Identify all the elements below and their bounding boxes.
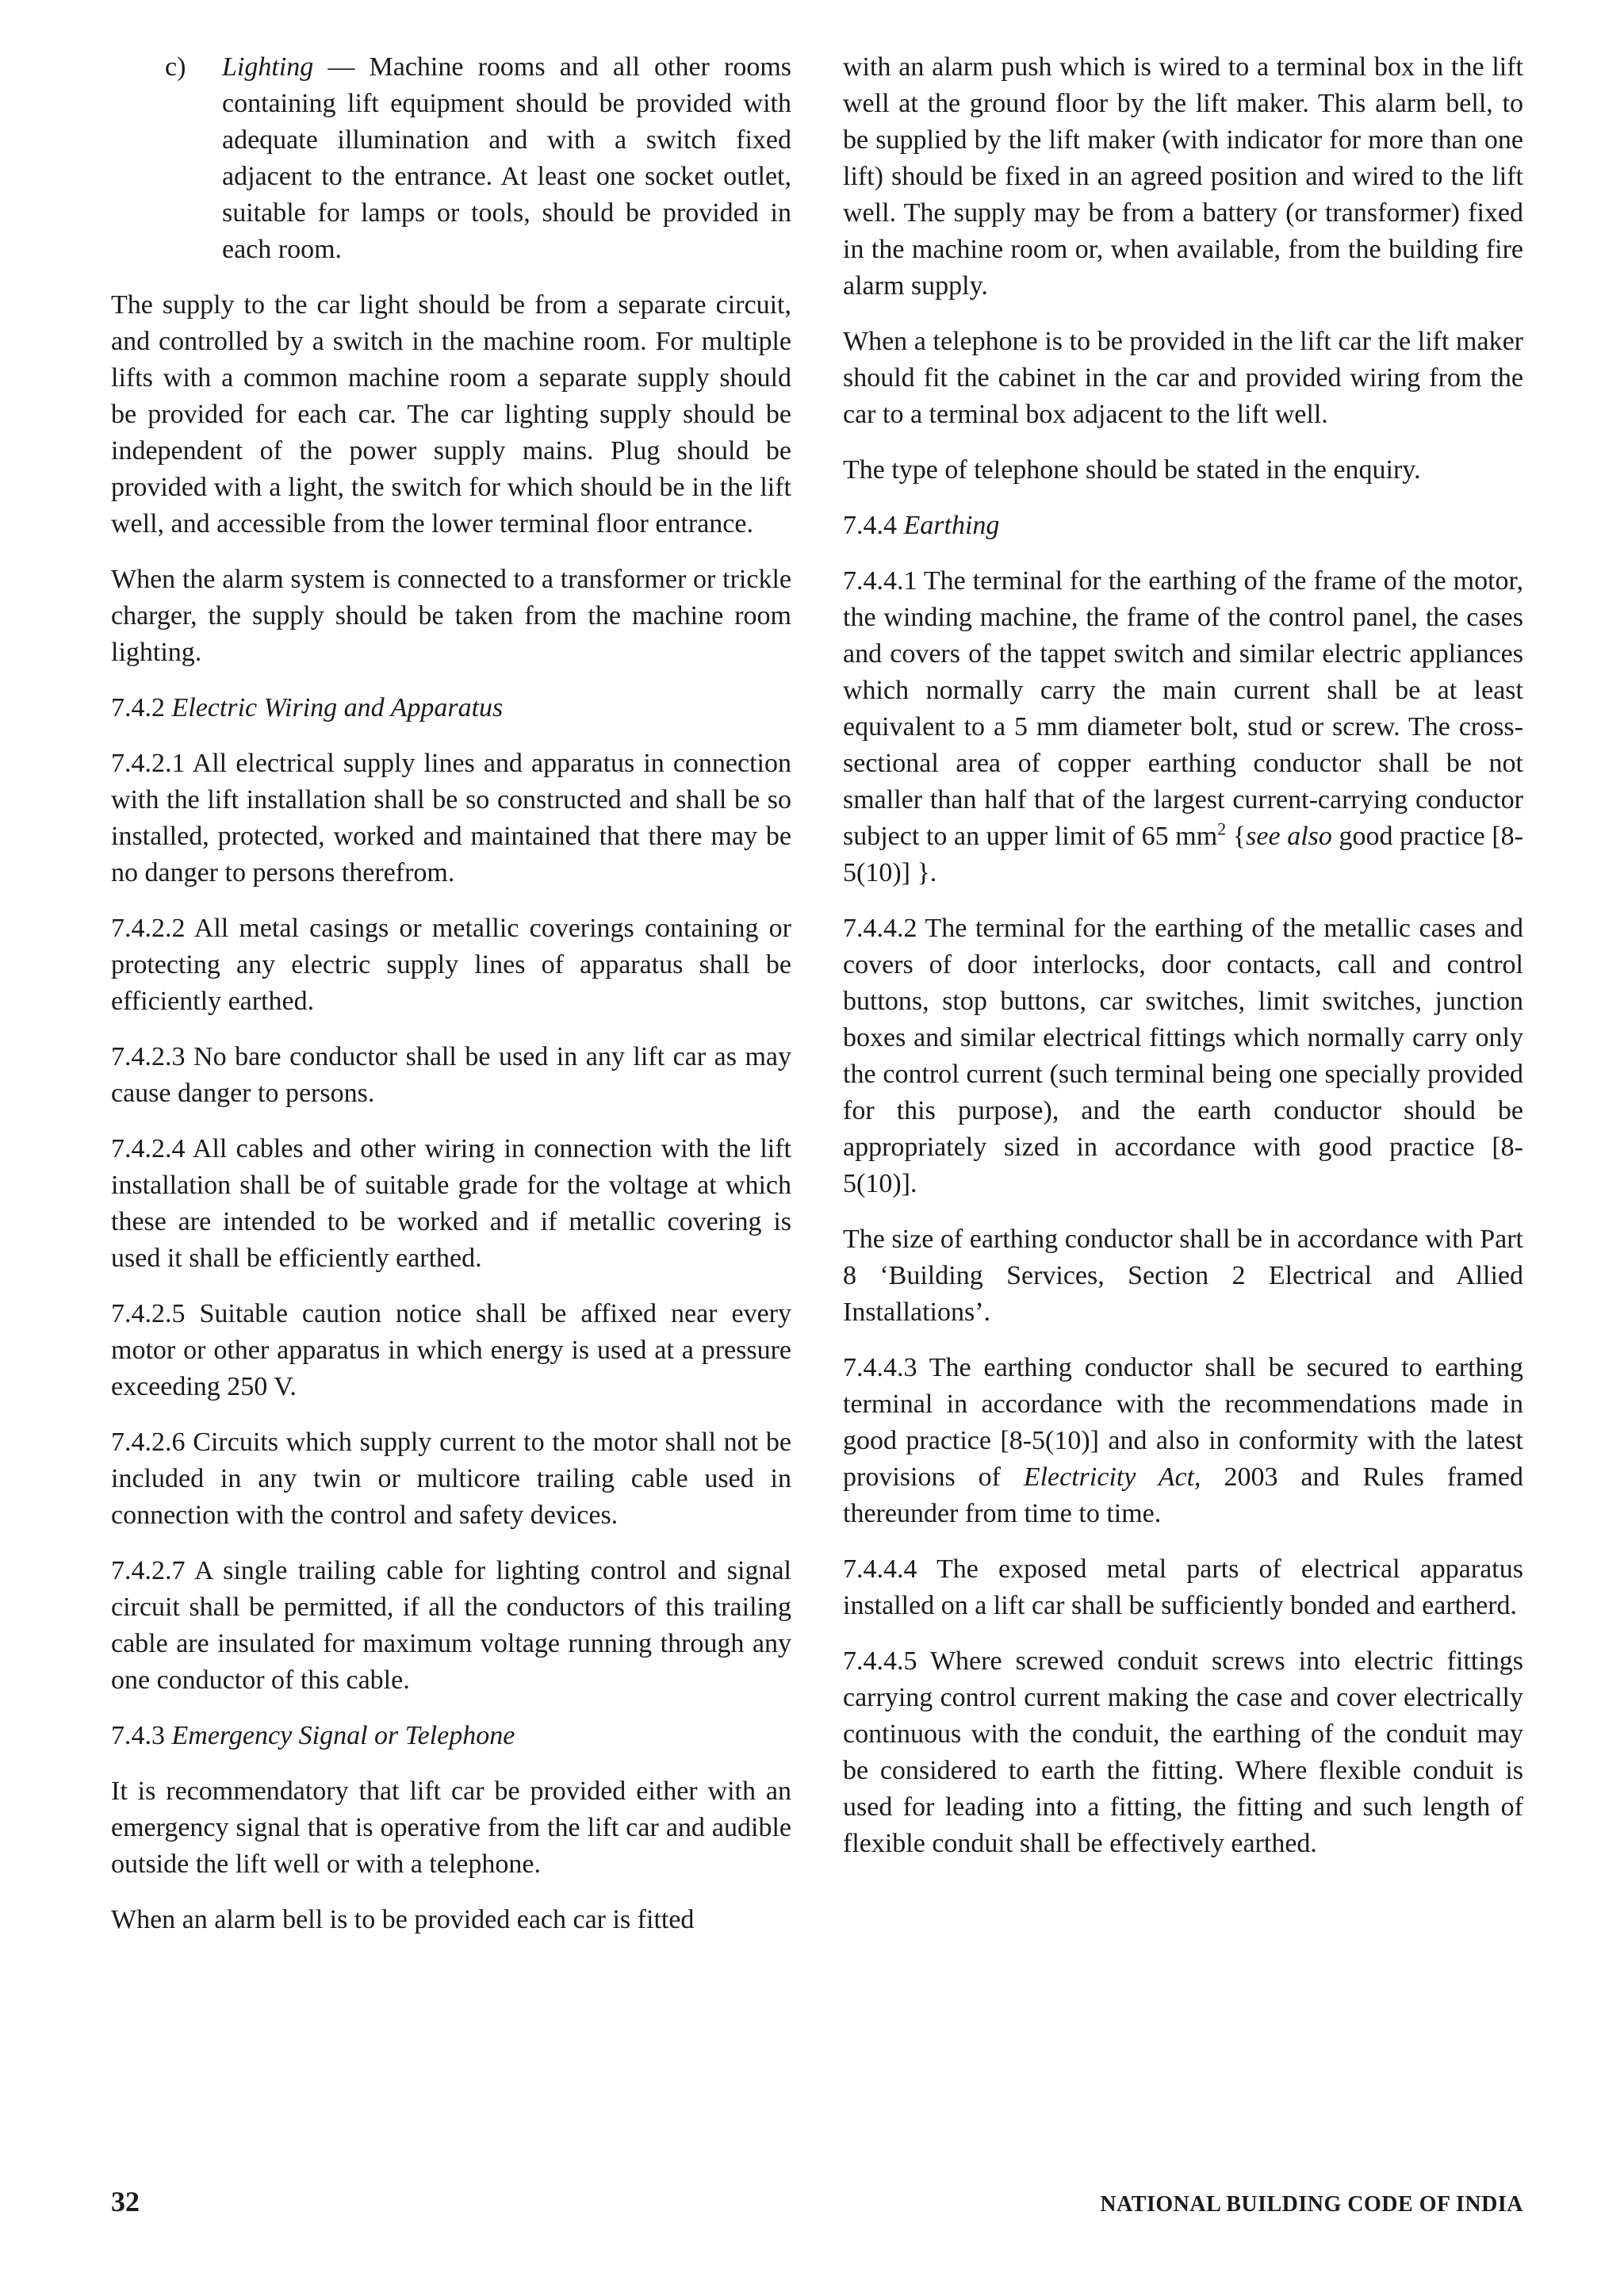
left-column (111, 49, 791, 1957)
clause-number: 7.4.4.2 (843, 914, 917, 943)
clause-number: 7.4.4.1 (843, 566, 917, 596)
publication-title: NATIONAL BUILDING CODE OF INDIA (1100, 2192, 1523, 2217)
clause-7-4-2-6 (111, 1424, 791, 1534)
section-heading-7-4-4 (843, 508, 1523, 544)
paragraph-conductor-size: The size of earthing conductor shall be in accordance with Part 8 ‘Building Services, Section 2 Electrical and Allied Installations’. (843, 1225, 1523, 1327)
clause-number: 7.4.4.4 (843, 1554, 917, 1584)
list-marker: c) (165, 52, 186, 82)
clause-tail: good practice [8-5(10)] }. (843, 822, 1524, 887)
clause-number: 7.4.4.5 (843, 1646, 917, 1676)
clause-number: 7.4.2.7 (111, 1556, 186, 1585)
clause-text: Where screwed conduit screws into electric fittings carrying control current making the case and cover electrically continuous with the conduit, the earthing of the conduit may be considered to earth the fitting. Where flexible conduit is used for leading into a fitting, the fitting and such length of flexible conduit shall be effectively earthed. (843, 1646, 1523, 1858)
paragraph-telephone-type: The type of telephone should be stated in the enquiry. (843, 455, 1421, 485)
item-title: Lighting (222, 52, 314, 82)
clause-number: 7.4.2.4 (111, 1134, 186, 1163)
clause-7-4-2-7 (111, 1553, 791, 1699)
section-heading-7-4-2 (111, 690, 791, 726)
lighting-item (111, 49, 791, 268)
clause-7-4-4-4 (843, 1551, 1523, 1624)
clause-7-4-4-1 (843, 563, 1523, 891)
clause-text: The terminal for the earthing of the frame of the motor, the winding machine, the frame of the control panel, the cases and covers of the tappet switch and similar electric appliances which normally carry the main current shall be at least equivalent to a 5 mm diameter bolt, stud or screw. The cross-sectional area of copper earthing conductor shall be not smaller than half that of the largest current-carrying conductor subject to an upper limit of 65 mm (843, 566, 1523, 851)
section-title: Emergency Signal or Telephone (171, 1721, 515, 1750)
act-title: Electricity Act (1023, 1462, 1195, 1492)
paragraph-alarm-bell: When an alarm bell is to be provided each car is fitted (111, 1905, 695, 1934)
section-heading-7-4-3 (111, 1718, 791, 1754)
see-also-text: see also (1246, 822, 1332, 851)
paragraph-recommendatory: It is recommendatory that lift car be provided either with an emergency signal that is operative from the lift car and audible outside the lift well or with a telephone. (111, 1776, 791, 1879)
clause-7-4-4-5 (843, 1643, 1523, 1862)
clause-number: 7.4.2.1 (111, 749, 186, 778)
clause-text: The exposed metal parts of electrical apparatus installed on a lift car shall be sufficiently bonded and eartherd. (843, 1554, 1523, 1620)
clause-number: 7.4.2.5 (111, 1299, 186, 1328)
paragraph-alarm-supply: When the alarm system is connected to a transformer or trickle charger, the supply should be taken from the machine room lighting. (111, 565, 791, 667)
superscript: 2 (1217, 818, 1227, 839)
paragraph-car-light: The supply to the car light should be from a separate circuit, and controlled by a switch in the machine room. For multiple lifts with a common machine room a separate supply should be provided for each car. The car lighting supply should be independent of the power supply mains. Plug should be provided with a light, the switch for which should be in the lift well, and accessible from the lower terminal floor entrance. (111, 290, 791, 539)
clause-7-4-2-4 (111, 1131, 791, 1277)
clause-7-4-4-3 (843, 1350, 1523, 1532)
brace-open: { (1226, 822, 1247, 851)
clause-7-4-2-3 (111, 1039, 791, 1112)
section-number: 7.4.2 (111, 693, 165, 722)
clause-7-4-2-1 (111, 745, 791, 891)
clause-text: Circuits which supply current to the motor shall not be included in any twin or multicore trailing cable used in connection with the control and safety devices. (111, 1428, 791, 1530)
right-column (843, 49, 1523, 1881)
clause-number: 7.4.2.2 (111, 914, 186, 943)
clause-text: All metal casings or metallic coverings containing or protecting any electric supply lines of apparatus shall be efficiently earthed. (111, 914, 791, 1016)
item-text: — Machine rooms and all other rooms containing lift equipment should be provided with adequate illumination and with a switch fixed adjacent to the entrance. At least one socket outlet, suitable for lamps or tools, should be provided in each room. (222, 52, 791, 264)
clause-number: 7.4.2.3 (111, 1042, 186, 1071)
clause-text: All electrical supply lines and apparatus in connection with the lift installation shall be so constructed and shall be so installed, protected, worked and maintained that there may be no danger to persons therefrom. (111, 749, 791, 887)
section-number: 7.4.3 (111, 1721, 165, 1750)
page-footer (111, 2183, 1523, 2223)
clause-text: The terminal for the earthing of the metallic cases and covers of door interlocks, door contacts, call and control buttons, stop buttons, car switches, limit switches, junction boxes and similar electrical fittings which normally carry only the control current (such terminal being one specially provided for this purpose), and the earth conductor should be appropriately sized in accordance with good practice [8-5(10)]. (843, 914, 1523, 1198)
clause-tail: , 2003 and Rules framed thereunder from time to time. (843, 1462, 1523, 1528)
clause-7-4-2-5 (111, 1296, 791, 1405)
section-title: Earthing (903, 511, 1000, 540)
section-title: Electric Wiring and Apparatus (171, 693, 504, 722)
section-number: 7.4.4 (843, 511, 897, 540)
paragraph-telephone: When a telephone is to be provided in the lift car the lift maker should fit the cabinet in the car and provided wiring from the car to a terminal box adjacent to the lift well. (843, 327, 1523, 429)
clause-text: All cables and other wiring in connection with the lift installation shall be of suitable grade for the voltage at which these are intended to be worked and if metallic covering is used it shall be efficiently earthed. (111, 1134, 791, 1273)
clause-text: Suitable caution notice shall be affixed near every motor or other apparatus in which energy is used at a pressure exceeding 250 V. (111, 1299, 791, 1401)
clause-7-4-4-2 (843, 910, 1523, 1202)
page-number: 32 (111, 2186, 140, 2217)
clause-number: 7.4.2.6 (111, 1428, 186, 1457)
paragraph-alarm-bell-continued: with an alarm push which is wired to a terminal box in the lift well at the ground floor by the lift maker. This alarm bell, to be supplied by the lift maker (with indicator for more than one lift) should be fixed in an agreed position and wired to the lift well. The supply may be from a battery (or transformer) fixed in the machine room or, when available, from the building fire alarm supply. (843, 52, 1523, 301)
clause-text: The earthing conductor shall be secured to earthing terminal in accordance with the recommendations made in good practice [8-5(10)] and also in conformity with the latest provisions of (843, 1353, 1523, 1492)
clause-text: A single trailing cable for lighting control and signal circuit shall be permitted, if all the conductors of this trailing cable are insulated for maximum voltage running through any one conductor of this cable. (111, 1556, 791, 1695)
clause-7-4-2-2 (111, 910, 791, 1020)
clause-text: No bare conductor shall be used in any lift car as may cause danger to persons. (111, 1042, 791, 1108)
clause-number: 7.4.4.3 (843, 1353, 917, 1382)
